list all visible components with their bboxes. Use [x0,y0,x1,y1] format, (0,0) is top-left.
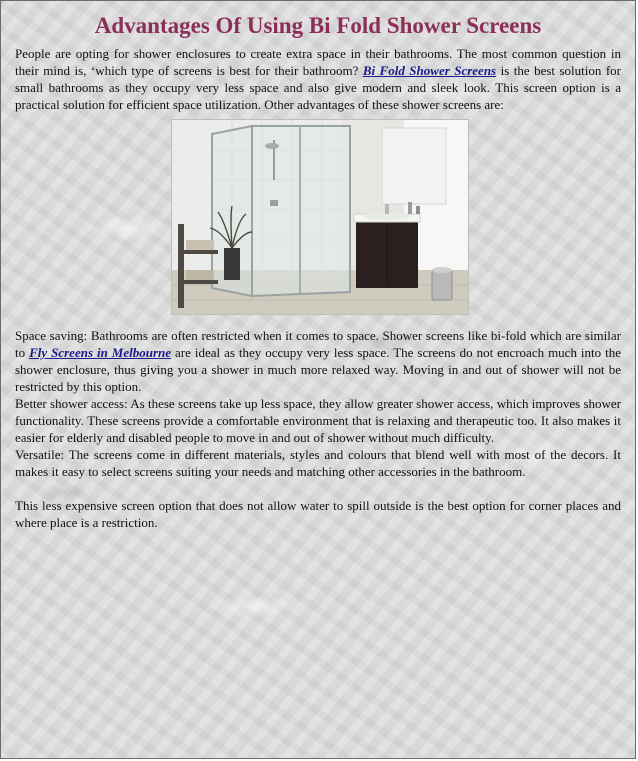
bathroom-photo [171,119,469,315]
intro-text-end: is the best solution for small bathrooms as they occupy very less space and also give modern and sleek look. This screen option is a practical solution for efficient space utilization. Other advantages of these shower screens are: [15,63,621,112]
better-access-paragraph: Better shower access: As these screens take up less space, they allow greater shower access, which improves shower functionality. These screens provide a comfortable environment that is relaxing and therapeutic too. It also makes it easier for elderly and disabled people to move in and out of shower without much difficulty. [15,396,621,445]
bi-fold-shower-screens-link[interactable]: Bi Fold Shower Screens [362,63,497,78]
space-saving-text-start: Space saving: Bathrooms are often restricted when it comes to space. Shower screens like bi-fold which are similar to [15,328,621,360]
space-saving-text-end: are ideal as they occupy very less space. The screens do not encroach much into the shower enclosure, thus giving you a shower in much more relaxed way. Moving in and out of shower will not be restricted by this option. [15,345,622,394]
space-saving-paragraph [15,327,621,395]
conclusion-paragraph: This less expensive screen option that does not allow water to spill outside is the best option for corner places and where place is a restriction. [15,498,621,530]
intro-text-start: People are opting for shower enclosures to create extra space in their bathrooms. The most common question in their mind is, ‘which type of screens is best for their bathroom? [15,46,621,78]
fly-screens-melbourne-link[interactable]: Fly Screens in Melbourne [29,345,172,360]
versatile-paragraph: Versatile: The screens come in different materials, styles and colours that blend well with most of the decors. It makes it easy to select screens suiting your needs and matching other accessories in the bathroom. [15,447,621,479]
bathroom-illustration [172,120,468,314]
page-title: Advantages Of Using Bi Fold Shower Screens [94,13,542,38]
intro-paragraph [15,45,621,113]
